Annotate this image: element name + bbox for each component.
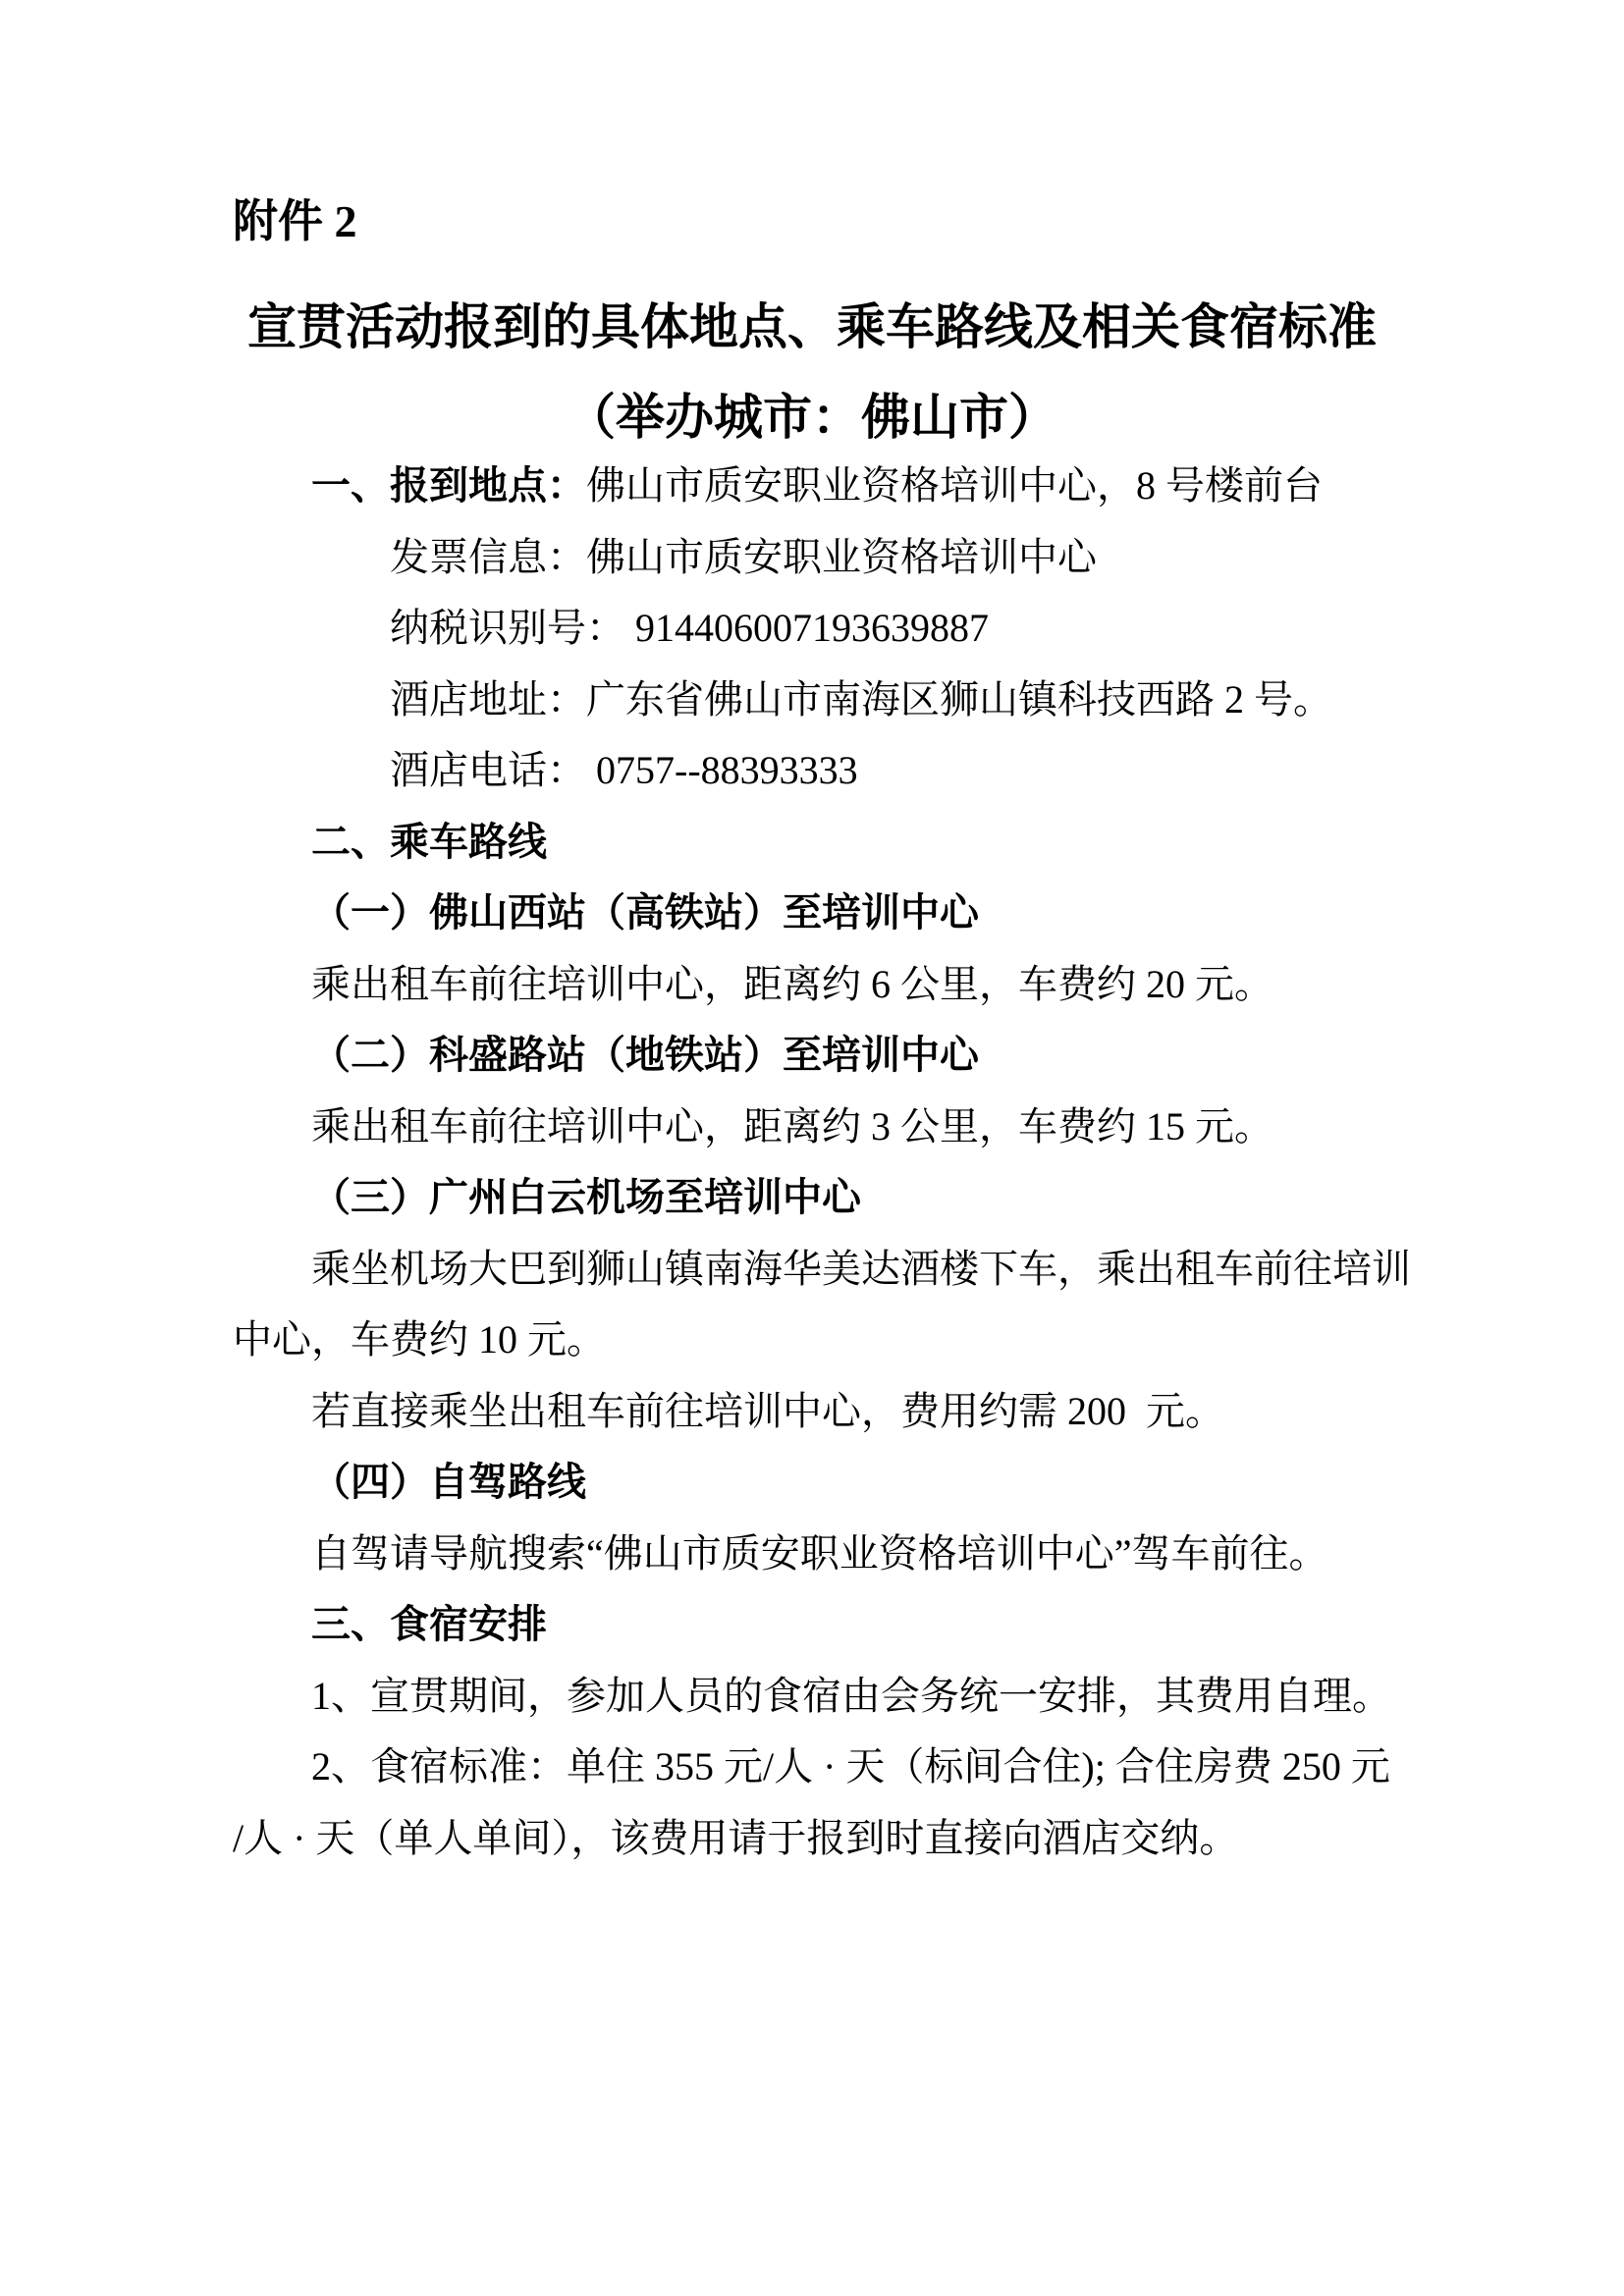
text-segment: 纳税识别号： 914406007193639887 bbox=[390, 606, 989, 650]
line-board-item-1 bbox=[233, 1661, 1470, 1733]
line-route-3-detail-1 bbox=[233, 1234, 1470, 1306]
text-segment: 佛山市质安职业资格培训中心，8 号楼前台 bbox=[586, 463, 1323, 507]
line-route-2-detail bbox=[233, 1092, 1470, 1163]
document-subtitle: （举办城市：佛山市） bbox=[567, 390, 1057, 445]
text-segment: 酒店地址：广东省佛山市南海区狮山镇科技西路 2 号。 bbox=[390, 676, 1332, 721]
line-route-1-detail bbox=[233, 949, 1470, 1021]
text-segment: 乘出租车前往培训中心，距离约 3 公里，车费约 15 元。 bbox=[311, 1103, 1273, 1148]
text-segment: 三、食宿安排 bbox=[311, 1603, 547, 1646]
line-hotel-phone bbox=[233, 735, 1470, 807]
text-segment: 发票信息：佛山市质安职业资格培训中心 bbox=[390, 534, 1097, 579]
text-segment: 乘坐机场大巴到狮山镇南海华美达酒楼下车，乘出租车前往培训 bbox=[311, 1246, 1411, 1291]
line-route-3-heading bbox=[233, 1162, 1470, 1234]
text-segment: 自驾请导航搜索“佛山市质安职业资格培训中心”驾车前往。 bbox=[311, 1530, 1328, 1575]
line-route-1-heading bbox=[233, 878, 1470, 949]
line-board-item-2 bbox=[233, 1732, 1470, 1803]
text-segment: 中心，车费约 10 元。 bbox=[233, 1317, 606, 1362]
text-segment: 一、报到地点： bbox=[311, 464, 586, 507]
text-segment: （一）佛山西站（高铁站）至培训中心 bbox=[311, 891, 979, 934]
document-title: 宣贯活动报到的具体地点、乘车路线及相关食宿标准 bbox=[247, 299, 1377, 354]
line-route-3-detail-2 bbox=[233, 1305, 1470, 1376]
line-checkin-location bbox=[233, 451, 1470, 522]
line-route-4-detail bbox=[233, 1519, 1470, 1590]
text-segment: 若直接乘坐出租车前往培训中心，费用约需 200 元。 bbox=[311, 1388, 1224, 1433]
text-segment: （二）科盛路站（地铁站）至培训中心 bbox=[311, 1034, 979, 1077]
line-invoice-info bbox=[233, 522, 1470, 594]
text-segment: 1、宣贯期间，参加人员的食宿由会务统一安排，其费用自理。 bbox=[311, 1673, 1391, 1718]
document-body bbox=[233, 451, 1470, 1874]
document-title-block bbox=[0, 282, 1624, 462]
attachment-label: 附件 2 bbox=[233, 196, 357, 246]
line-route-2-heading bbox=[233, 1020, 1470, 1092]
line-section-3-heading bbox=[233, 1589, 1470, 1661]
line-route-3-detail-3 bbox=[233, 1376, 1470, 1448]
text-segment: （四）自驾路线 bbox=[311, 1461, 586, 1504]
text-segment: （三）广州白云机场至培训中心 bbox=[311, 1176, 861, 1219]
line-hotel-address bbox=[233, 665, 1470, 736]
text-segment: 2、食宿标准：单住 355 元/人 · 天（标间合住); 合住房费 250 元 bbox=[311, 1744, 1390, 1789]
line-board-item-2-cont bbox=[233, 1803, 1470, 1875]
line-tax-id bbox=[233, 593, 1470, 665]
text-segment: /人 · 天（单人单间），该费用请于报到时直接向酒店交纳。 bbox=[233, 1815, 1239, 1860]
line-section-2-heading bbox=[233, 807, 1470, 879]
text-segment: 酒店电话： 0757--88393333 bbox=[390, 748, 858, 792]
text-segment: 乘出租车前往培训中心，距离约 6 公里，车费约 20 元。 bbox=[311, 961, 1273, 1006]
text-segment: 二、乘车路线 bbox=[311, 820, 547, 864]
line-route-4-heading bbox=[233, 1447, 1470, 1519]
